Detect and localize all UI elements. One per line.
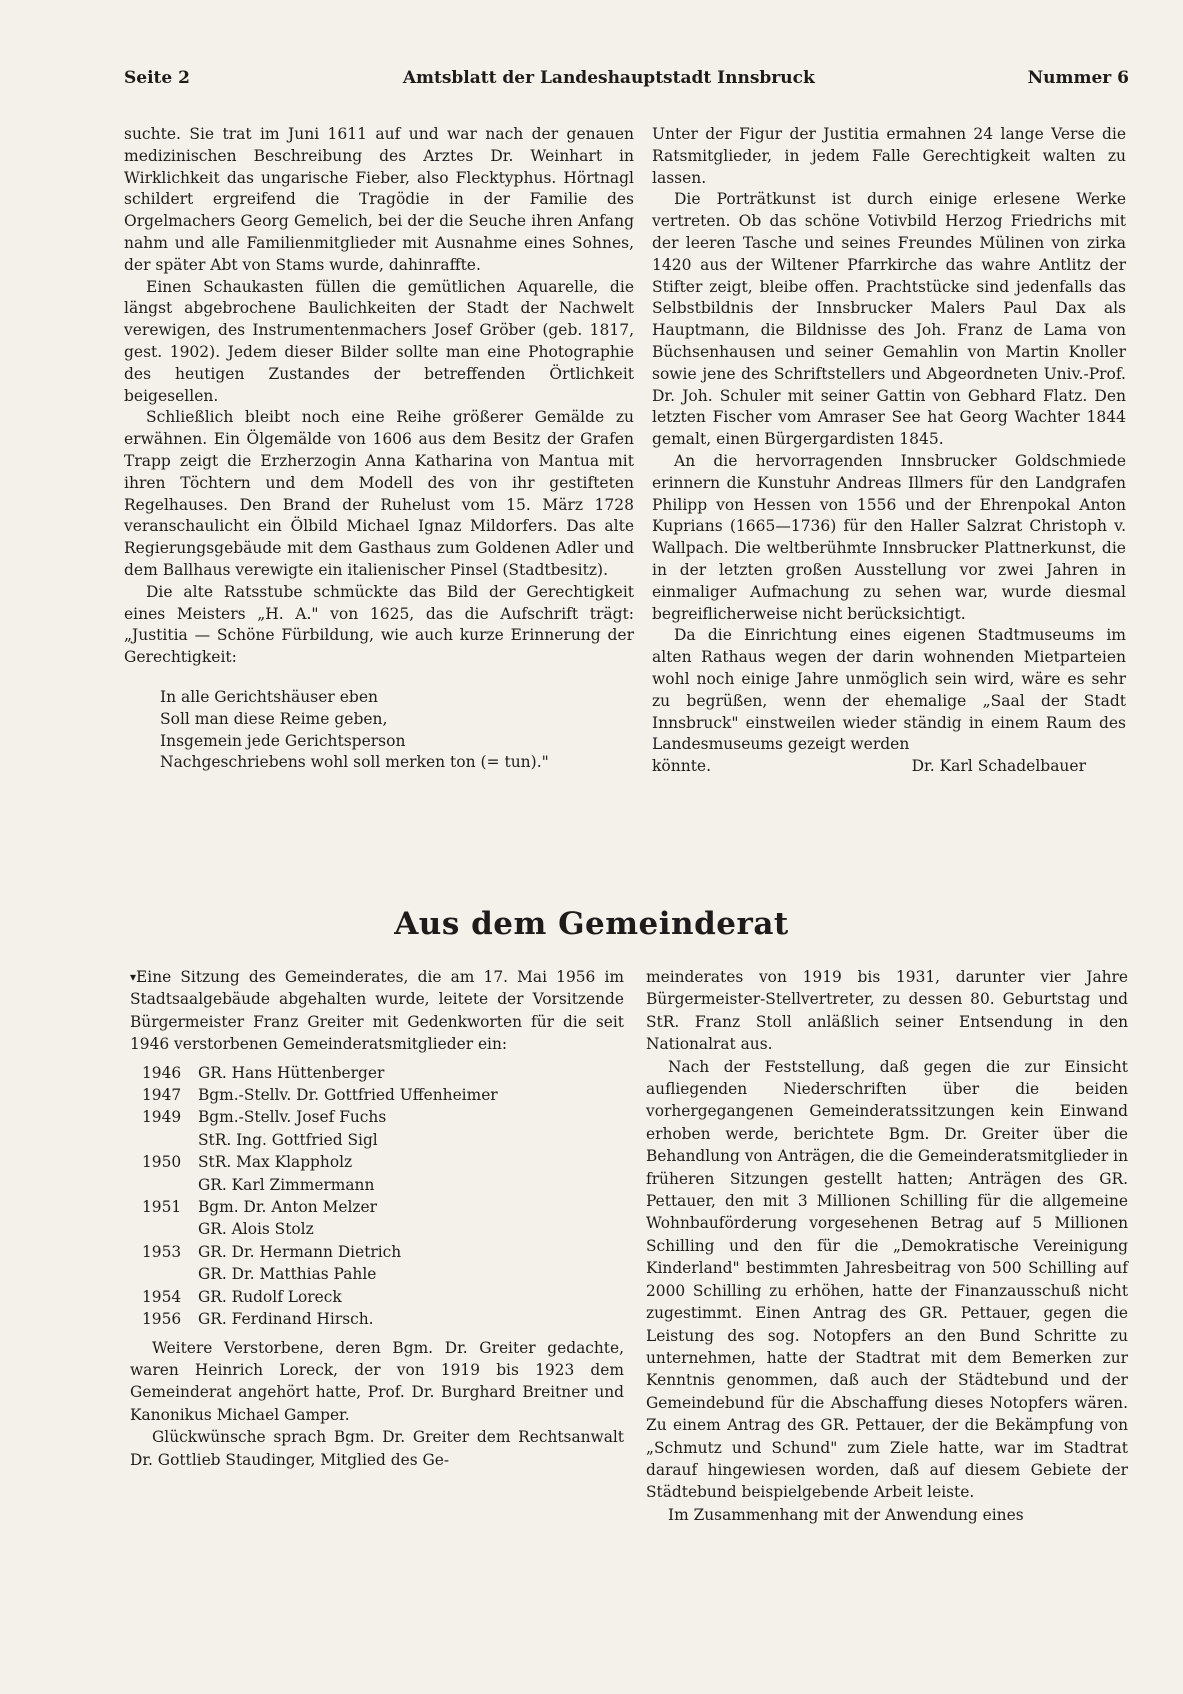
member-name: GR. Ferdinand Hirsch.	[198, 1310, 374, 1329]
paragraph: Weitere Verstorbene, deren Bgm. Dr. Greiter gedachte, waren Heinrich Loreck, der von 1919 bis 1923 dem Gemeinderat angehört hatte, Prof. Dr. Burghard Breitner und Kanonikus Michael Gamper.	[130, 1338, 624, 1424]
council-column-left	[130, 966, 624, 1471]
verse-line: Soll man diese Reime geben,	[160, 709, 388, 728]
article-column-left	[124, 124, 634, 774]
paragraph	[130, 966, 624, 1056]
page-header	[124, 68, 1129, 88]
paragraph: Unter der Figur der Justitia ermahnen 24 lange Verse die Ratsmitglieder, in jedem Falle Gerechtigkeit walten zu lassen.	[652, 125, 1126, 187]
member-name: Bgm.-Stellv. Dr. Gottfried Uffenheimer	[198, 1086, 498, 1105]
paragraph: Die Porträtkunst ist durch einige erlesene Werke vertreten. Ob das schöne Votivbild Herzog Friedrichs mit der leeren Tasche und seines Freundes Mülinen von zirka 1420 aus der Wiltener Pfarrkirche das wahre Antlitz der Stifter zeigt, bleibe offen. Prachtstücke sind jedenfalls das Selbstbildnis der Innsbrucker Malers Paul Dax als Hauptmann, die Bildnisse des Joh. Franz de Lama von Büchsenhausen und seiner Gemahlin von Martin Knoller sowie jene des Schriftstellers und Abgeordneten Univ.-Prof. Dr. Joh. Schuler mit seiner Gattin von Gebhard Flatz. Den letzten Fischer vom Amraser See hat Georg Wachter 1844 gemalt, einen Bürgergardisten 1845.	[652, 190, 1126, 449]
year: 1946	[142, 1063, 182, 1082]
deceased-members-list	[142, 1062, 624, 1331]
paragraph-end: könnte.	[652, 757, 712, 776]
list-item	[142, 1196, 624, 1241]
year: 1947	[142, 1086, 182, 1105]
paragraph: An die hervorragenden Innsbrucker Goldschmiede erinnern die Kunstuhr Andreas Illmers für den Landgrafen Philipp von Hessen von 1556 und der Ehrenpokal Anton Kuprians (1665—1736) für den Haller Salzrat Christoph v. Wallpach. Die weltberühmte Innsbrucker Plattnerkunst, die in der letzten großen Ausstellung vor zwei Jahren in einmaliger Aufmachung zu sehen war, wurde diesmal begreiflicherweise nicht berücksichtigt.	[652, 451, 1126, 623]
paragraph: Im Zusammenhang mit der Anwendung eines	[668, 1505, 1024, 1524]
member-name: GR. Karl Zimmermann	[198, 1175, 375, 1194]
list-item	[142, 1151, 624, 1196]
issue-number: Nummer 6	[1027, 68, 1129, 88]
verse-line: Insgemein jede Gerichtsperson	[160, 731, 406, 750]
bullet-mark: ▾	[130, 970, 137, 984]
list-item	[142, 1062, 624, 1084]
list-item	[142, 1241, 624, 1286]
member-name: GR. Hans Hüttenberger	[198, 1063, 385, 1082]
author-signature: Dr. Karl Schadelbauer	[911, 757, 1086, 776]
article-column-right	[652, 124, 1126, 778]
paragraph: Nach der Feststellung, daß gegen die zur Einsicht aufliegenden Niederschriften über die beiden vorhergegangenen Gemeinderatssitzungen kein Einwand erhoben werde, berichtete Bgm. Dr. Greiter über die Behandlung von Anträgen, die die Gemeinderatsmitglieder in früheren Sitzungen gestellt hatten; Anträgen des GR. Pettauer, den mit 3 Millionen Schilling für die allgemeine Wohnbauförderung vorgesehenen Betrag auf 5 Millionen Schilling und den für die „Demokratische Vereinigung Kinderland" bestimmten Jahresbeitrag von 500 Schilling auf 2000 Schilling zu erhöhen, hatte der Finanzausschuß nicht zugestimmt. Einen Antrag des GR. Pettauer, gegen die Leistung des sog. Notopfers an den Bund Schritte zu unternehmen, hatte der Stadtrat mit dem Bemerken zur Kenntnis genommen, daß auch der Städtebund und der Gemeindebund für die Abschaffung dieses Notopfers wären. Zu einem Antrag des GR. Pettauer, der die Bekämpfung von „Schmutz und Schund" zum Ziele hatte, war im Stadtrat darauf hingewiesen worden, daß auf diesem Gebiete der Städtebund beispielgebende Arbeit leiste.	[646, 1057, 1128, 1502]
member-name: GR. Dr. Matthias Pahle	[198, 1265, 377, 1284]
member-name: Bgm.-Stellv. Josef Fuchs	[198, 1108, 387, 1127]
paragraph: Glückwünsche sprach Bgm. Dr. Greiter dem Rechtsanwalt Dr. Gottlieb Staudinger, Mitglied des Ge-	[130, 1428, 624, 1469]
council-column-right	[646, 966, 1128, 1526]
member-name: GR. Alois Stolz	[198, 1220, 314, 1239]
member-name: Bgm. Dr. Anton Melzer	[198, 1198, 377, 1217]
page-number: Seite 2	[124, 68, 190, 88]
paragraph: Einen Schaukasten füllen die gemütlichen Aquarelle, die längst abgebrochene Baulichkeiten der Stadt der Nachwelt verewigen, des Instrumentenmachers Josef Gröber (geb. 1817, gest. 1902). Jedem dieser Bilder sollte man eine Photographie des heutigen Zustandes der betreffenden Örtlichkeit beigesellen.	[124, 277, 634, 405]
paragraph: Schließlich bleibt noch eine Reihe größerer Gemälde zu erwähnen. Ein Ölgemälde von 1606 aus dem Besitz der Grafen Trapp zeigt die Erzherzogin Anna Katharina von Mantua mit ihren Töchtern und dem Modell des von ihr gestifteten Regelhauses. Den Brand der Ruhelust vom 15. März 1728 veranschaulicht ein Ölbild Michael Ignaz Mildorfers. Das alte Regierungsgebäude mit dem Gasthaus zum Goldenen Adler und dem Ballhaus verewigte ein italienischer Pinsel (Stadtbesitz).	[124, 408, 634, 579]
paragraph: Da die Einrichtung eines eigenen Stadtmuseums im alten Rathaus wegen der darin wohnenden Mietparteien wohl noch einige Jahre unmöglich sein wird, wäre es sehr zu begrüßen, wenn der ehemalige „Saal der Stadt Innsbruck" einstweilen wieder ständig in einem Raum des Landesmuseums gezeigt werden	[652, 626, 1126, 754]
verse-line: In alle Gerichtshäuser eben	[160, 687, 378, 706]
list-item	[142, 1084, 624, 1106]
section-heading: Aus dem Gemeinderat	[394, 906, 789, 942]
year: 1953	[142, 1242, 182, 1261]
member-name: GR. Rudolf Loreck	[198, 1287, 342, 1306]
list-item	[142, 1308, 624, 1330]
publication-title: Amtsblatt der Landeshauptstadt Innsbruck	[402, 68, 815, 88]
paragraph: Die alte Ratsstube schmückte das Bild der Gerechtigkeit eines Meisters „H. A." von 1625, das die Aufschrift trägt: „Justitia — Schöne Fürbildung, wie auch kurze Erinnerung der Gerechtigkeit:	[124, 582, 634, 667]
intro-text: Eine Sitzung des Gemeinderates, die am 17. Mai 1956 im Stadtsaalgebäude abgehalten wurde, leitete der Vorsitzende Bürgermeister Franz Greiter mit Gedenkworten für die seit 1946 verstorbenen Gemeinderatsmitglieder ein:	[130, 968, 624, 1054]
year: 1951	[142, 1198, 182, 1217]
year: 1949	[142, 1108, 182, 1127]
member-name: StR. Max Klappholz	[198, 1153, 353, 1172]
verse-quote	[160, 687, 634, 774]
year: 1954	[142, 1287, 182, 1306]
verse-line: Nachgeschriebens wohl soll merken ton (= tun)."	[160, 753, 549, 772]
closing-line	[652, 756, 1126, 778]
paragraph: meinderates von 1919 bis 1931, darunter vier Jahre Bürgermeister-Stellvertreter, zu dessen 80. Geburtstag und StR. Franz Stoll anläßlich seiner Entsendung in den Nationalrat aus.	[646, 968, 1128, 1054]
list-item	[142, 1286, 624, 1308]
year: 1950	[142, 1153, 182, 1172]
list-item	[142, 1106, 624, 1151]
member-name: GR. Dr. Hermann Dietrich	[198, 1242, 402, 1261]
member-name: StR. Ing. Gottfried Sigl	[198, 1130, 378, 1149]
year: 1956	[142, 1310, 182, 1329]
paragraph: suchte. Sie trat im Juni 1611 auf und war nach der genauen medizinischen Beschreibung des Arztes Dr. Weinhart in Wirklichkeit das ungarische Fieber, also Flecktyphus. Hörtnagl schildert ergreifend die Tragödie in der Familie des Orgelmachers Georg Gemelich, bei der die Seuche ihren Anfang nahm und alle Familienmitglieder mit Ausnahme eines Sohnes, der später Abt von Stams wurde, dahinraffte.	[124, 125, 634, 274]
